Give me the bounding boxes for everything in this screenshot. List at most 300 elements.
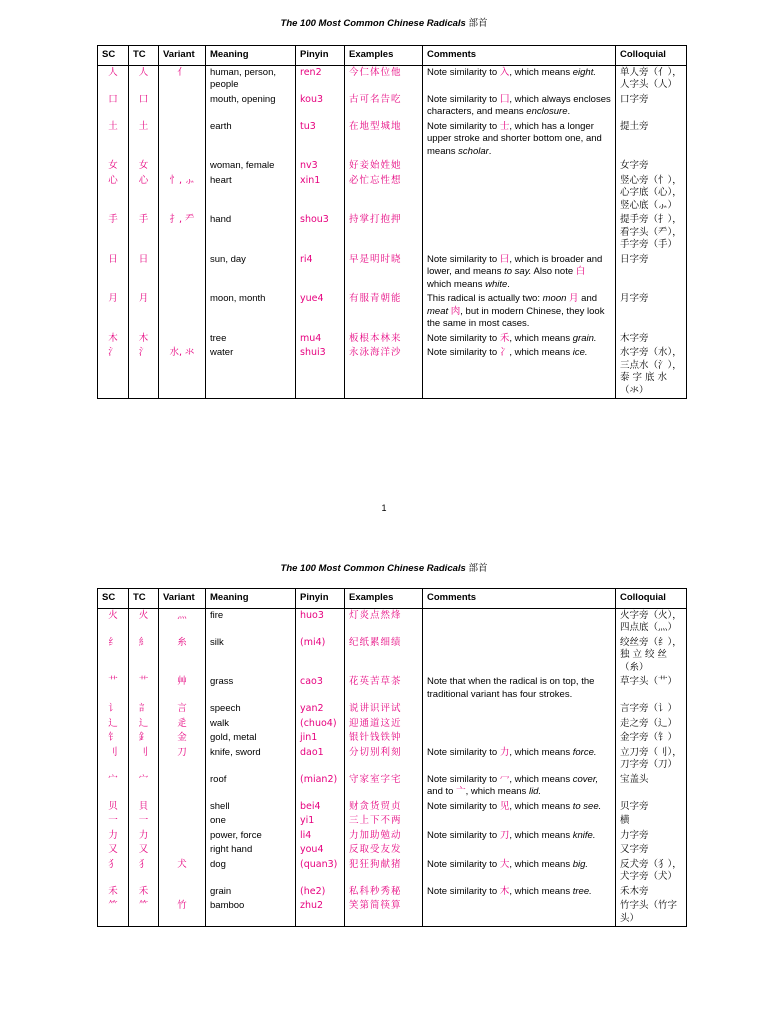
pinyin-cell: xin1 (296, 174, 345, 214)
comments-cell (423, 899, 616, 927)
sc-cell: 口 (98, 93, 129, 120)
comment-text: , which is broader and lower, and means (427, 253, 603, 277)
comment-text: Note similarity to (427, 120, 500, 132)
colloquial-cell: 贝字旁 (616, 800, 687, 815)
comments-cell (423, 858, 616, 885)
comment-text: , which always encloses characters, and means (427, 93, 611, 117)
tc-cell: 木 (129, 332, 159, 347)
comment-text: Also note (531, 266, 576, 277)
comment-text: , which means (465, 786, 529, 797)
examples-cell: 板根本林来 (345, 332, 423, 347)
table-row (98, 746, 687, 773)
comments-cell (423, 843, 616, 858)
table-row (98, 899, 687, 927)
comments-cell (423, 93, 616, 120)
table-row (98, 829, 687, 844)
comment-text: which means (427, 278, 486, 290)
comment-text: cover, (572, 773, 599, 785)
pinyin-cell: cao3 (296, 675, 345, 702)
comments-cell (423, 814, 616, 829)
meaning-cell: grass (206, 675, 296, 702)
colloquial-cell: 竖心旁（忄）， 心字底（心）， 竖心底（⺗） (616, 174, 687, 214)
comment-text: and (578, 293, 598, 304)
table-row (98, 702, 687, 717)
tc-cell: 手 (129, 213, 159, 253)
sc-cell: 贝 (98, 800, 129, 815)
tc-cell: 心 (129, 174, 159, 214)
tc-cell: 女 (129, 159, 159, 174)
colloquial-cell: 力字旁 (616, 829, 687, 844)
examples-cell: 好妾始姓她 (345, 159, 423, 174)
comment-text: Note similarity to (427, 773, 500, 785)
pinyin-cell: ri4 (296, 253, 345, 293)
tc-cell: 氵 (129, 346, 159, 399)
comment-radical: 见 (499, 800, 510, 812)
comment-text: force. (572, 746, 597, 758)
comment-text: , which means (509, 347, 573, 358)
comment-text: Note similarity to (427, 858, 500, 870)
table-row (98, 332, 687, 347)
meaning-cell: speech (206, 702, 296, 717)
table-row (98, 174, 687, 214)
colloquial-cell: 水字旁（水）， 三点水（氵）， 泰 字 底 水 （氺） (616, 346, 687, 399)
comment-text: . (488, 145, 492, 157)
comments-cell (423, 253, 616, 293)
comment-text: , but in modern Chinese, they look the same in most cases. (427, 305, 605, 329)
examples-cell: 说讲识评试 (345, 702, 423, 717)
comment-text: moon (542, 293, 567, 304)
pinyin-cell: tu3 (296, 120, 345, 160)
colloquial-cell: 反犬旁（犭）， 犬字旁（犬） (616, 858, 687, 885)
comment-text: Note that when the radical is on top, the traditional variant has four strokes. (427, 676, 595, 700)
comment-radical: 刀 (499, 829, 510, 841)
examples-cell: 分切别利刻 (345, 746, 423, 773)
comment-radical: 白 (575, 266, 586, 277)
comment-text: to see. (572, 800, 602, 812)
sc-cell: ⺮ (98, 899, 129, 927)
comments-cell (423, 731, 616, 746)
meaning-cell: gold, metal (206, 731, 296, 746)
comment-text: Note similarity to (427, 347, 500, 358)
variant-cell: 刀 (159, 746, 206, 773)
examples-cell: 犯狂狗献猪 (345, 858, 423, 885)
sc-cell: 讠 (98, 702, 129, 717)
comments-cell (423, 800, 616, 815)
meaning-cell: dog (206, 858, 296, 885)
examples-cell: 迎通道这近 (345, 717, 423, 732)
meaning-cell: grain (206, 885, 296, 900)
variant-cell: 艸 (159, 675, 206, 702)
comments-cell (423, 717, 616, 732)
sc-cell: 手 (98, 213, 129, 253)
pinyin-cell: jin1 (296, 731, 345, 746)
page-title (0, 15, 768, 29)
meaning-cell: water (206, 346, 296, 399)
comments-cell (423, 702, 616, 717)
sc-cell: 一 (98, 814, 129, 829)
comment-radical: 力 (499, 746, 510, 758)
colloquial-cell: 金字旁（钅） (616, 731, 687, 746)
tc-cell: 艹 (129, 675, 159, 702)
comment-text: This radical is actually two: (427, 293, 543, 304)
page-number: 1 (381, 503, 387, 513)
pinyin-cell: huo3 (296, 608, 345, 636)
variant-cell (159, 814, 206, 829)
meaning-cell: power, force (206, 829, 296, 844)
column-header-comments: Comments (423, 589, 616, 609)
variant-cell: 金 (159, 731, 206, 746)
comment-text: tree. (572, 885, 592, 897)
comment-text: , which means (509, 773, 573, 785)
comment-text: grain. (572, 332, 597, 344)
comment-radical: 大 (499, 858, 510, 870)
comment-radical: 囗 (499, 93, 510, 105)
meaning-cell: tree (206, 332, 296, 347)
colloquial-cell: 单人旁（亻）， 人字头（人） (616, 65, 687, 93)
table-row (98, 843, 687, 858)
pinyin-cell: yue4 (296, 292, 345, 332)
comments-cell (423, 608, 616, 636)
meaning-cell: shell (206, 800, 296, 815)
variant-cell: 言 (159, 702, 206, 717)
comment-text: Note similarity to (427, 829, 500, 841)
variant-cell: 犬 (159, 858, 206, 885)
variant-cell: 水, 氺 (159, 346, 206, 399)
sc-cell: 刂 (98, 746, 129, 773)
title-chinese: 部首 (468, 18, 488, 29)
comment-text: , which means (509, 66, 573, 78)
tc-cell: 禾 (129, 885, 159, 900)
pinyin-cell: you4 (296, 843, 345, 858)
pinyin-cell: nv3 (296, 159, 345, 174)
comment-text: knife. (572, 829, 596, 841)
pinyin-cell: dao1 (296, 746, 345, 773)
sc-cell: 钅 (98, 731, 129, 746)
colloquial-cell: 日字旁 (616, 253, 687, 293)
comment-text: enclosure (526, 106, 568, 117)
colloquial-cell: 立刀旁（刂）， 刀字旁（刀） (616, 746, 687, 773)
examples-cell: 私科秒秀秘 (345, 885, 423, 900)
examples-cell: 银针钱铁钟 (345, 731, 423, 746)
column-header-colloquial: Colloquial (616, 46, 687, 66)
table-row (98, 292, 687, 332)
comment-radical: 亠 (456, 786, 466, 797)
variant-cell (159, 292, 206, 332)
variant-cell (159, 120, 206, 160)
comment-radical: 冫 (499, 347, 510, 358)
meaning-cell: bamboo (206, 899, 296, 927)
sc-cell: 月 (98, 292, 129, 332)
tc-cell: 土 (129, 120, 159, 160)
column-header-colloquial: Colloquial (616, 589, 687, 609)
radicals-table (97, 588, 687, 927)
sc-cell: 又 (98, 843, 129, 858)
meaning-cell: sun, day (206, 253, 296, 293)
examples-cell: 古可名告吃 (345, 93, 423, 120)
tc-cell: 糹 (129, 636, 159, 676)
title-chinese: 部首 (468, 563, 488, 574)
colloquial-cell: 横 (616, 814, 687, 829)
tc-cell: 火 (129, 608, 159, 636)
colloquial-cell: 竹字头（竹字 头） (616, 899, 687, 927)
variant-cell (159, 773, 206, 800)
column-header-tc: TC (129, 46, 159, 66)
meaning-cell: one (206, 814, 296, 829)
column-header-variant: Variant (159, 589, 206, 609)
variant-cell (159, 332, 206, 347)
comments-cell (423, 829, 616, 844)
sc-cell: 氵 (98, 346, 129, 399)
sc-cell: 辶 (98, 717, 129, 732)
meaning-cell: heart (206, 174, 296, 214)
table-row (98, 159, 687, 174)
table-row (98, 93, 687, 120)
column-header-comments: Comments (423, 46, 616, 66)
column-header-variant: Variant (159, 46, 206, 66)
page-title (0, 560, 768, 574)
comments-cell (423, 675, 616, 702)
comment-text: scholar (458, 145, 489, 157)
comments-cell (423, 174, 616, 214)
pinyin-cell: ren2 (296, 65, 345, 93)
sc-cell: 力 (98, 829, 129, 844)
variant-cell (159, 800, 206, 815)
sc-cell: 犭 (98, 858, 129, 885)
comment-text: . (507, 278, 510, 290)
comment-text: white (485, 278, 508, 290)
colloquial-cell: 口字旁 (616, 93, 687, 120)
comments-cell (423, 120, 616, 160)
comment-text: , which has a longer upper stroke and shorter bottom one, and means (427, 120, 602, 157)
table-row (98, 858, 687, 885)
sc-cell: 艹 (98, 675, 129, 702)
examples-cell: 在地型城地 (345, 120, 423, 160)
colloquial-cell: 禾木旁 (616, 885, 687, 900)
colloquial-cell: 言字旁（讠） (616, 702, 687, 717)
comment-text: , which means (509, 800, 573, 812)
comment-radical: 木 (499, 885, 510, 897)
variant-cell (159, 253, 206, 293)
comment-radical: 肉 (450, 305, 461, 317)
tc-cell: 人 (129, 65, 159, 93)
sc-cell: 女 (98, 159, 129, 174)
tc-cell: 月 (129, 292, 159, 332)
comment-text: Note similarity to (427, 800, 500, 812)
examples-cell: 笑第简筷算 (345, 899, 423, 927)
table-row (98, 608, 687, 636)
meaning-cell: walk (206, 717, 296, 732)
comment-text: big. (572, 858, 589, 870)
variant-cell (159, 159, 206, 174)
variant-cell: 糸 (159, 636, 206, 676)
meaning-cell: roof (206, 773, 296, 800)
pinyin-cell: zhu2 (296, 899, 345, 927)
tc-cell: 辶 (129, 717, 159, 732)
colloquial-cell: 提手旁（扌）， 看字头（龵）， 手字旁（手） (616, 213, 687, 253)
column-header-tc: TC (129, 589, 159, 609)
sc-cell: 土 (98, 120, 129, 160)
meaning-cell: moon, month (206, 292, 296, 332)
variant-cell (159, 885, 206, 900)
meaning-cell: silk (206, 636, 296, 676)
tc-cell: 力 (129, 829, 159, 844)
radicals-table (97, 45, 687, 399)
comment-text: Note similarity to (427, 332, 500, 344)
comment-text: Note similarity to (427, 93, 500, 105)
meaning-cell: hand (206, 213, 296, 253)
tc-cell: 又 (129, 843, 159, 858)
tc-cell: 口 (129, 93, 159, 120)
table-row (98, 253, 687, 293)
column-header-examples: Examples (345, 589, 423, 609)
pinyin-cell: bei4 (296, 800, 345, 815)
variant-cell (159, 829, 206, 844)
comment-text: Note similarity to (427, 885, 500, 897)
comment-text: , which means (509, 829, 573, 841)
examples-cell: 永泳海洋沙 (345, 346, 423, 399)
sc-cell: 日 (98, 253, 129, 293)
meaning-cell: earth (206, 120, 296, 160)
colloquial-cell: 火字旁（火）， 四点底（灬） (616, 608, 687, 636)
variant-cell: 忄, ⺗ (159, 174, 206, 214)
title-text: The 100 Most Common Chinese Radicals (280, 18, 466, 29)
tc-cell: 訁 (129, 702, 159, 717)
examples-cell: 反取受友发 (345, 843, 423, 858)
table-row (98, 731, 687, 746)
column-header-sc: SC (98, 589, 129, 609)
colloquial-cell: 走之旁（辶） (616, 717, 687, 732)
comment-text: Note similarity to (427, 746, 500, 758)
examples-cell: 今仁体位他 (345, 65, 423, 93)
comments-cell (423, 346, 616, 399)
tc-cell: ⺮ (129, 899, 159, 927)
variant-cell: 竹 (159, 899, 206, 927)
comment-text: and to (427, 786, 457, 797)
examples-cell: 花英苦草茶 (345, 675, 423, 702)
examples-cell: 三上下不两 (345, 814, 423, 829)
pinyin-cell: mu4 (296, 332, 345, 347)
variant-cell (159, 93, 206, 120)
meaning-cell: woman, female (206, 159, 296, 174)
colloquial-cell: 提土旁 (616, 120, 687, 160)
table-row (98, 814, 687, 829)
pinyin-cell: yan2 (296, 702, 345, 717)
examples-cell: 纪纸累细绩 (345, 636, 423, 676)
table-row (98, 885, 687, 900)
sc-cell: 火 (98, 608, 129, 636)
examples-cell: 早是明时晓 (345, 253, 423, 293)
variant-cell: 亻 (159, 65, 206, 93)
comment-text: ice. (572, 347, 588, 358)
tc-cell: 刂 (129, 746, 159, 773)
pinyin-cell: (mian2) (296, 773, 345, 800)
tc-cell: 日 (129, 253, 159, 293)
comments-cell (423, 213, 616, 253)
comment-text: , which means (509, 746, 573, 758)
pinyin-cell: shou3 (296, 213, 345, 253)
tc-cell: 釒 (129, 731, 159, 746)
examples-cell: 守家室字宅 (345, 773, 423, 800)
column-header-meaning: Meaning (206, 589, 296, 609)
table-row (98, 773, 687, 800)
pinyin-cell: (quan3) (296, 858, 345, 885)
sc-cell: 人 (98, 65, 129, 93)
sc-cell: 纟 (98, 636, 129, 676)
comment-text: . (567, 106, 571, 117)
comments-cell (423, 746, 616, 773)
pinyin-cell: shui3 (296, 346, 345, 399)
table-row (98, 636, 687, 676)
variant-cell (159, 843, 206, 858)
comment-radical: 入 (499, 66, 510, 78)
comment-radical: 禾 (499, 332, 510, 344)
sc-cell: 心 (98, 174, 129, 214)
sc-cell: 宀 (98, 773, 129, 800)
comment-text: to say. (504, 266, 532, 277)
variant-cell: 扌, 龵 (159, 213, 206, 253)
variant-cell: 灬 (159, 608, 206, 636)
meaning-cell: human, person, people (206, 65, 296, 93)
tc-cell: 貝 (129, 800, 159, 815)
pinyin-cell: yi1 (296, 814, 345, 829)
comment-text: lid. (528, 786, 542, 797)
meaning-cell: knife, sword (206, 746, 296, 773)
table-row (98, 65, 687, 93)
colloquial-cell: 宝盖头 (616, 773, 687, 800)
table-row (98, 675, 687, 702)
comment-text: Note similarity to (427, 253, 500, 265)
pinyin-cell: li4 (296, 829, 345, 844)
pinyin-cell: (he2) (296, 885, 345, 900)
pinyin-cell: (chuo4) (296, 717, 345, 732)
tc-cell: 犭 (129, 858, 159, 885)
column-header-pinyin: Pinyin (296, 589, 345, 609)
title-text: The 100 Most Common Chinese Radicals (280, 563, 466, 574)
meaning-cell: fire (206, 608, 296, 636)
examples-cell: 灯炎点然烽 (345, 608, 423, 636)
examples-cell: 必忙忘性想 (345, 174, 423, 214)
pinyin-cell: (mi4) (296, 636, 345, 676)
comments-cell (423, 159, 616, 174)
comments-cell (423, 636, 616, 676)
colloquial-cell: 木字旁 (616, 332, 687, 347)
comments-cell (423, 65, 616, 93)
comment-text: meat (427, 305, 449, 317)
table-row (98, 800, 687, 815)
comment-text: , which means (509, 858, 573, 870)
column-header-examples: Examples (345, 46, 423, 66)
examples-cell: 持掌打抱押 (345, 213, 423, 253)
comments-cell (423, 885, 616, 900)
table-row (98, 120, 687, 160)
table-row (98, 213, 687, 253)
table-row (98, 717, 687, 732)
colloquial-cell: 女字旁 (616, 159, 687, 174)
comment-text: eight. (572, 66, 596, 78)
tc-cell: 一 (129, 814, 159, 829)
sc-cell: 木 (98, 332, 129, 347)
comments-cell (423, 332, 616, 347)
comment-radical: 冖 (499, 773, 510, 785)
colloquial-cell: 草字头（艹） (616, 675, 687, 702)
column-header-sc: SC (98, 46, 129, 66)
meaning-cell: mouth, opening (206, 93, 296, 120)
tc-cell: 宀 (129, 773, 159, 800)
colloquial-cell: 月字旁 (616, 292, 687, 332)
examples-cell: 有服青朝能 (345, 292, 423, 332)
document-page-2 (0, 545, 768, 1024)
comments-cell (423, 292, 616, 332)
